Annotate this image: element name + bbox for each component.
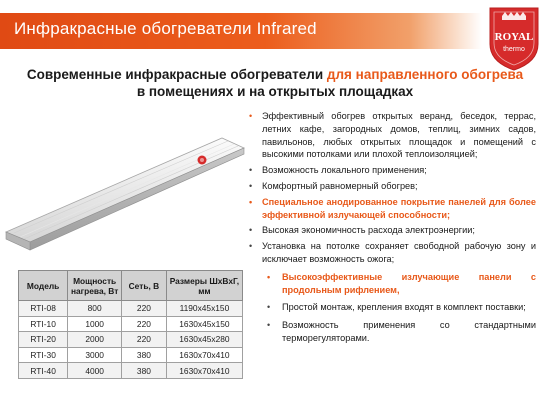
list-item-text: Комфортный равномерный обогрев; — [262, 180, 418, 191]
list-item-text: Установка на потолке сохраняет свободной рабочую зону и исключает возможность ожога; — [262, 241, 536, 264]
table-row — [19, 316, 243, 332]
headline-line2: в помещениях и на открытых площадках — [136, 84, 414, 99]
bullet-icon: • — [249, 165, 253, 176]
table-cell: 4000 — [68, 363, 122, 379]
table-cell: 1190x45x150 — [166, 301, 242, 317]
features-list — [248, 110, 536, 350]
bullet-icon: • — [249, 241, 253, 252]
table-cell: 380 — [122, 347, 167, 363]
royal-thermo-logo — [484, 4, 544, 72]
headline — [0, 66, 550, 100]
table-row — [19, 301, 243, 317]
sub-list-container — [248, 271, 536, 345]
bullet-icon: • — [267, 271, 271, 282]
list-item-text: Эффективный обогрев открытых веранд, беседок, террас, летних кафе, загородных домов, теплиц, зимних садов, павильонов, любых открытых площадок и помещений с высокими потолками или плохой теплоизоляцией; — [262, 111, 536, 160]
table-cell: 1630x70x410 — [166, 347, 242, 363]
title-banner — [0, 13, 482, 49]
list-item — [248, 240, 536, 266]
shield-logo-icon — [484, 4, 544, 72]
list-item — [248, 110, 536, 161]
bullet-icon: • — [249, 180, 253, 191]
heater-illustration — [0, 120, 253, 260]
col-model: Модель — [19, 271, 68, 301]
bullet-icon: • — [249, 225, 253, 236]
list-item — [248, 164, 536, 177]
table-cell: 1630x45x150 — [166, 316, 242, 332]
table-cell: 220 — [122, 316, 167, 332]
list-item-text: Возможность локального применения; — [262, 165, 427, 176]
table-row — [19, 363, 243, 379]
list-item-text: Простой монтаж, крепления входят в комплект поставки; — [282, 302, 526, 313]
logo-sub: thermo — [503, 46, 525, 53]
logo-brand: ROYAL — [494, 31, 534, 43]
table-cell: RTI-20 — [19, 332, 68, 348]
list-item-text: Возможность применения со стандартными терморегуляторами. — [282, 320, 536, 343]
table-cell: RTI-10 — [19, 316, 68, 332]
bullet-icon: • — [267, 302, 271, 313]
list-item — [266, 301, 536, 314]
table-cell: 800 — [68, 301, 122, 317]
table-cell: 220 — [122, 332, 167, 348]
list-item-text: Высокоэффективные излучающие панели с продольным рифлением, — [282, 271, 536, 295]
table-header-row — [19, 271, 243, 301]
table-cell: RTI-40 — [19, 363, 68, 379]
list-item-text: Высокая экономичность расхода электроэнергии; — [262, 225, 475, 236]
table-cell: RTI-30 — [19, 347, 68, 363]
list-item — [266, 271, 536, 297]
table-cell: 380 — [122, 363, 167, 379]
list-item-text: Специальное анодированное покрытие панелей для более эффективной излучающей способности; — [262, 196, 536, 220]
list-item — [248, 180, 536, 193]
list-item — [266, 319, 536, 345]
table-cell: 220 — [122, 301, 167, 317]
col-voltage: Сеть, В — [122, 271, 167, 301]
table-row — [19, 347, 243, 363]
table-cell: 3000 — [68, 347, 122, 363]
list-item — [248, 224, 536, 237]
specs-table — [18, 270, 243, 379]
bullet-icon: • — [267, 320, 271, 331]
table-row — [19, 332, 243, 348]
table-cell: 1630x70x410 — [166, 363, 242, 379]
infrared-panel-icon — [0, 120, 253, 260]
col-dimensions: Размеры ШхВхГ, мм — [166, 271, 242, 301]
headline-highlight: для направленного обогрева — [326, 67, 524, 82]
bullet-icon: • — [249, 196, 253, 207]
page-title: Инфракрасные обогреватели Infrared — [14, 19, 317, 38]
col-power: Мощность нагрева, Вт — [68, 271, 122, 301]
headline-plain: Современные инфракрасные обогреватели — [26, 67, 327, 82]
sub-features-list — [266, 271, 536, 345]
list-item — [248, 196, 536, 222]
bullet-icon: • — [249, 111, 253, 121]
table-cell: RTI-08 — [19, 301, 68, 317]
table-cell: 1000 — [68, 316, 122, 332]
table-cell: 2000 — [68, 332, 122, 348]
table-cell: 1630x45x280 — [166, 332, 242, 348]
